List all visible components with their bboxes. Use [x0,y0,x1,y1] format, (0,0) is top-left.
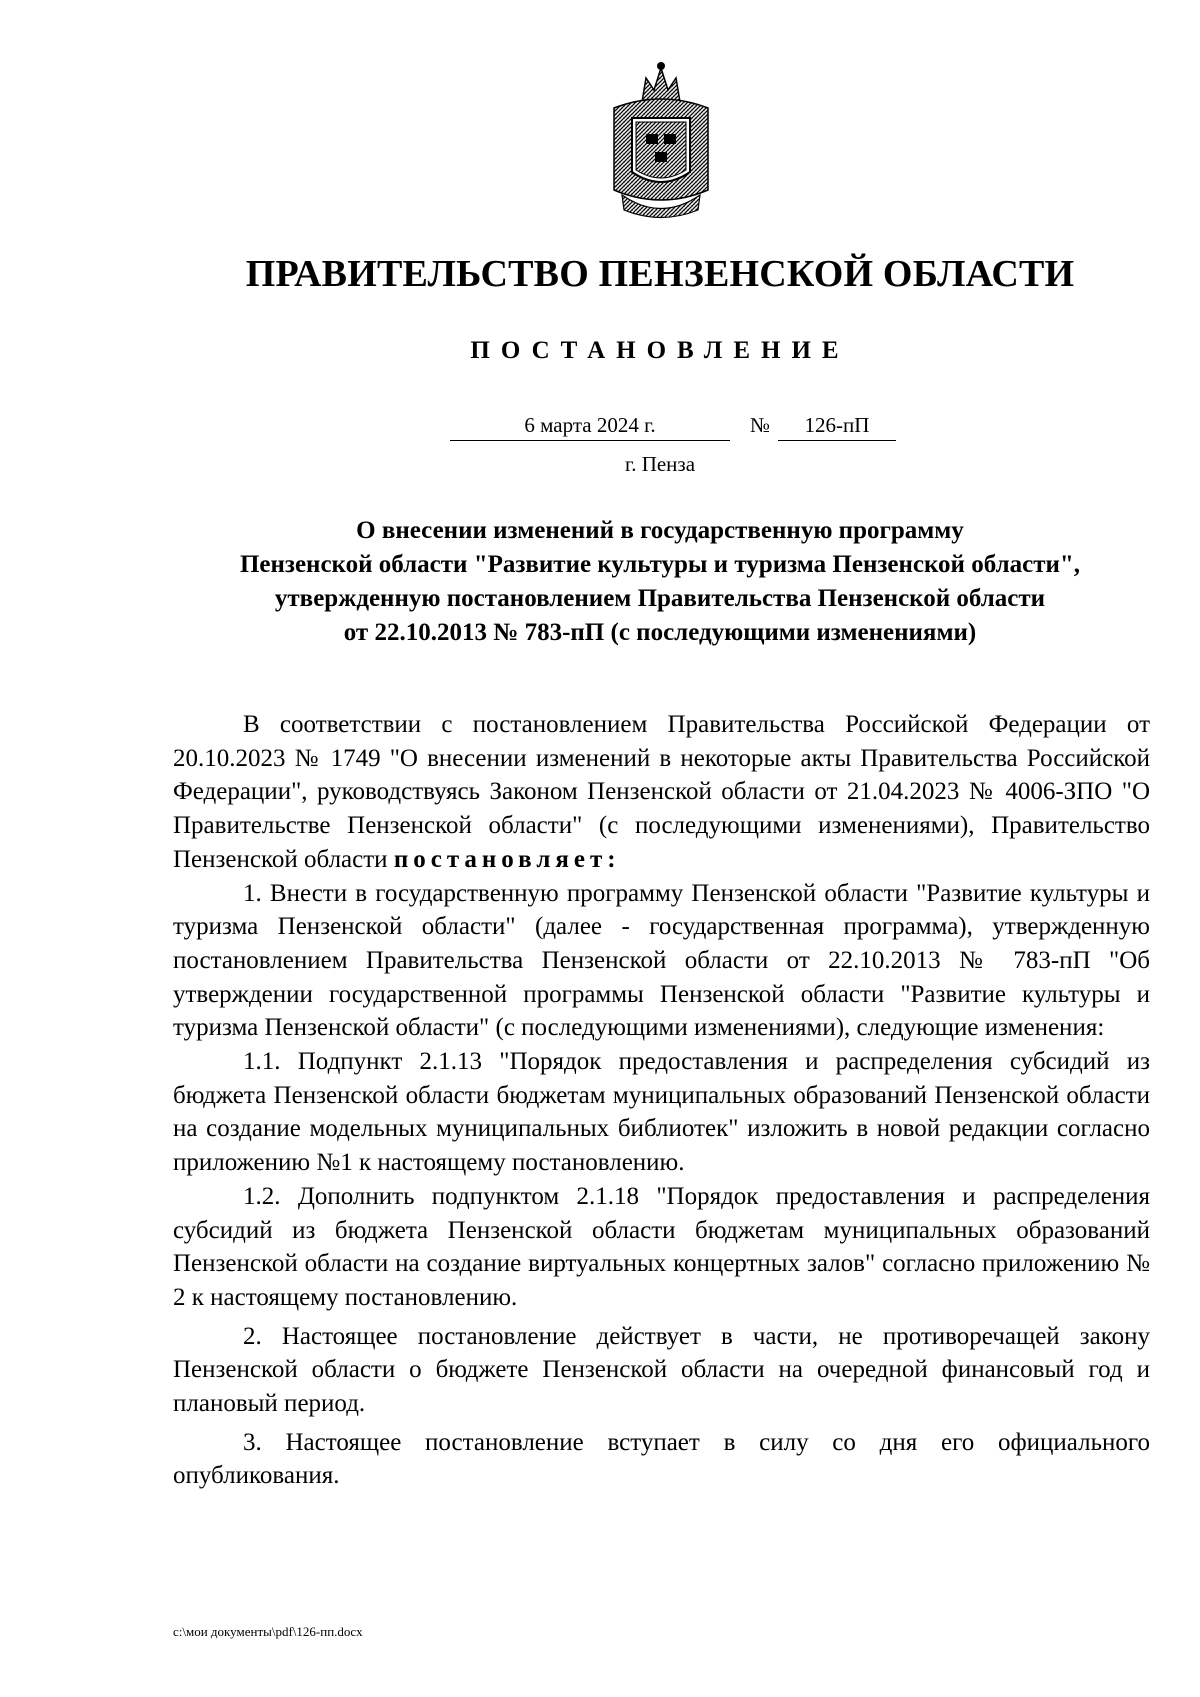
preamble-paragraph [173,708,1150,877]
preamble-text: В соответствии с постановлением Правительства Российской Федерации от 20.10.2023 № 1749 "О внесении изменений в некоторые акты Правительства Российской Федерации", руководствуясь Законом Пензенской области от 21.04.2023 № 4006-ЗПО "О Правительстве Пензенской области" (с последующими изменениями), Правительство Пензенской области [173,711,1150,873]
file-path-footer: c:\мои документы\pdf\126-пп.docx [173,1624,363,1639]
subject-line: от 22.10.2013 № 783-пП (с последующими изменениями) [343,619,977,646]
paragraph-3: 3. Настоящее постановление вступает в силу со дня его официального опубликования. [173,1428,1150,1490]
paragraph-1: 1. Внести в государственную программу Пензенской области "Развитие культуры и туризма Пензенской области" (далее - государственная программа), утвержденную постановлением Правительства Пензенской области от 22.10.2013 № 783-пП "Об утверждении государственной программы Пензенской области "Развитие культуры и туризма Пензенской области" (с последующими изменениями), следующие изменения: [173,879,1150,1042]
penza-coat-of-arms-icon [602,60,720,222]
subject-line: О внесении изменений в государственную программу [356,517,964,544]
paragraph-1-2: 1.2. Дополнить подпунктом 2.1.18 "Порядок предоставления и распределения субсидий из бюджета Пензенской области бюджетам муниципальных образований Пензенской области на создание виртуальных концертных залов" согласно приложению № 2 к настоящему постановлению. [173,1182,1150,1311]
document-date: 6 марта 2024 г. [450,413,730,441]
resolves-word: постановляет: [393,845,621,873]
paragraph-1-1: 1.1. Подпункт 2.1.13 "Порядок предоставления и распределения субсидий из бюджета Пензенской области бюджетам муниципальных образований Пензенской области на создание модельных муниципальных библиотек" изложить в новой редакции согласно приложению №1 к настоящему постановлению. [173,1048,1150,1177]
number-sign: № [750,413,771,437]
subject-line: утвержденную постановлением Правительства Пензенской области [274,585,1046,612]
paragraph-2: 2. Настоящее постановление действует в части, не противоречащей закону Пензенской области о бюджете Пензенской области на очередной финансовый год и плановый период. [173,1322,1150,1418]
document-city: г. Пенза [624,452,696,476]
document-type: ПОСТАНОВЛЕНИЕ [470,337,850,364]
document-subject [150,514,1170,650]
document-number: 126-пП [778,413,896,441]
government-title: ПРАВИТЕЛЬСТВО ПЕНЗЕНСКОЙ ОБЛАСТИ [245,253,1075,295]
subject-line: Пензенской области "Развитие культуры и туризма Пензенской области", [239,551,1081,578]
document-body [173,708,1150,1493]
